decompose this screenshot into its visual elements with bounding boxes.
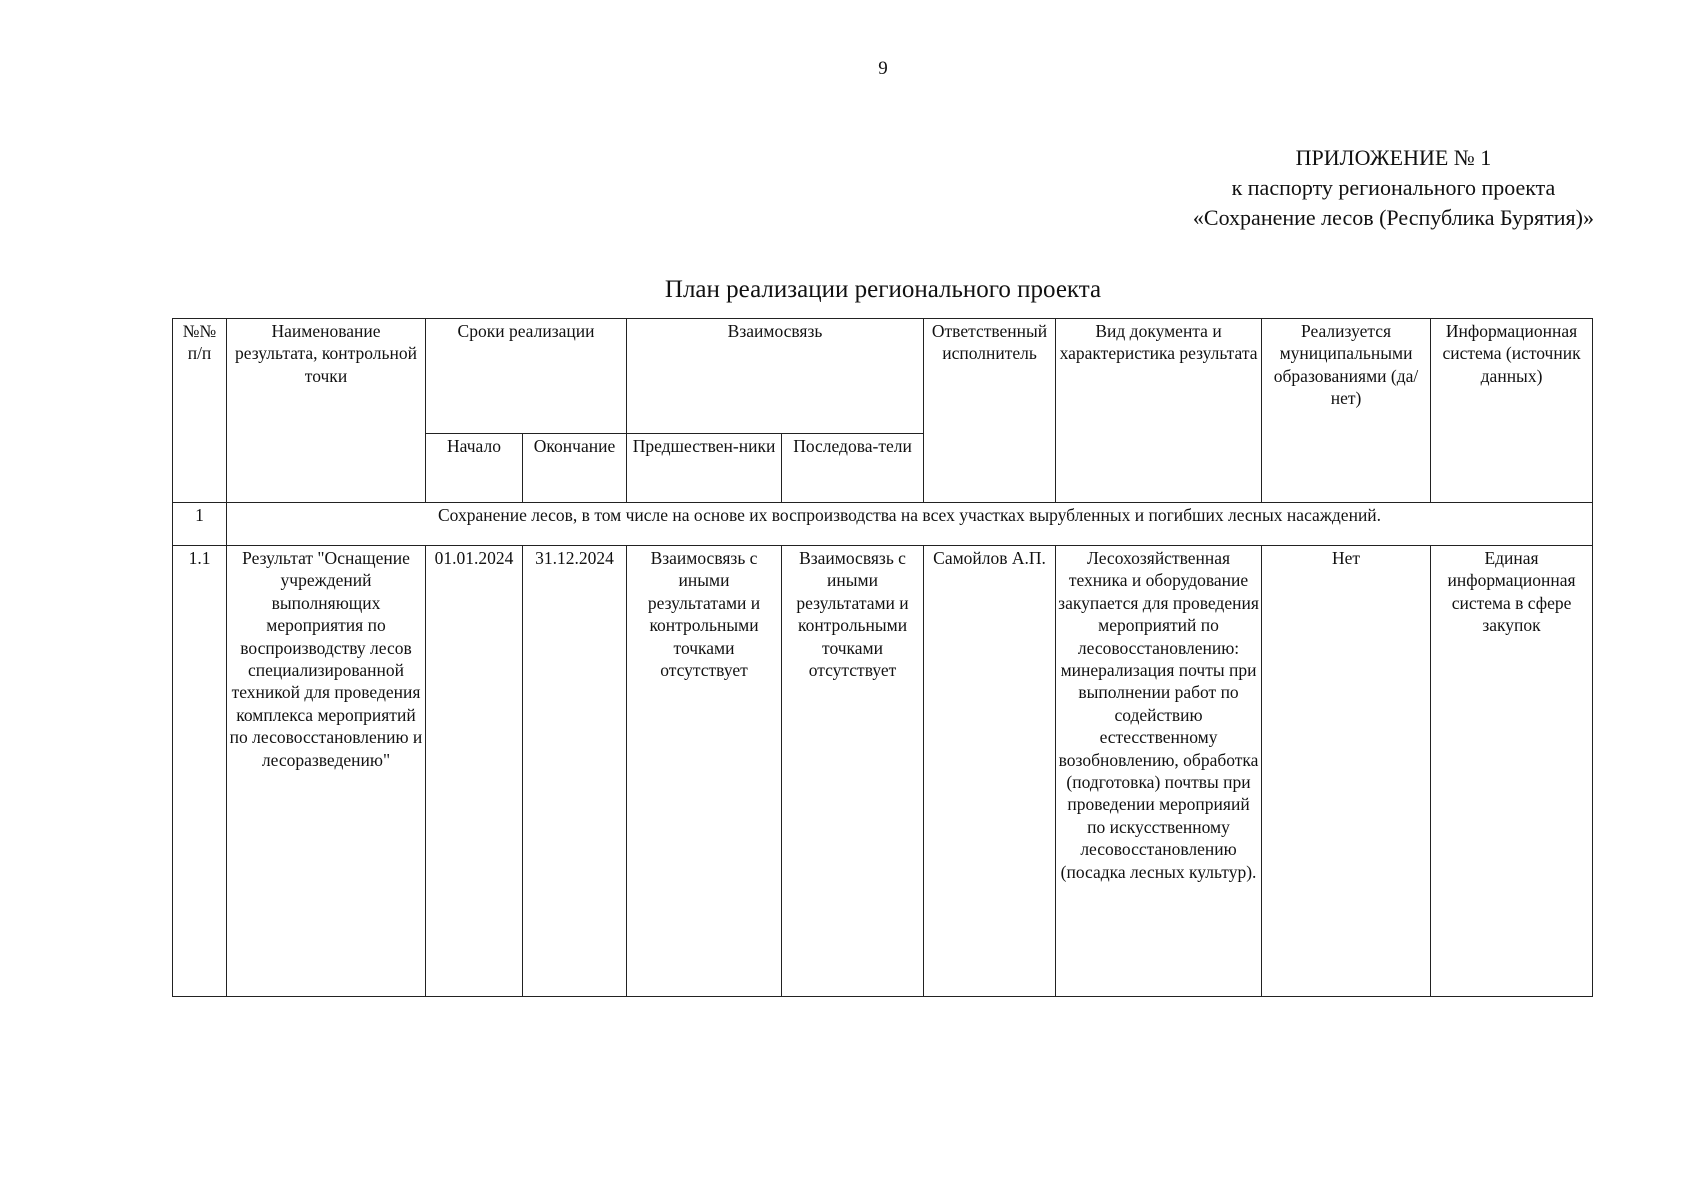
document-title: План реализации регионального проекта xyxy=(664,276,1102,303)
appendix-line-1: ПРИЛОЖЕНИЕ № 1 xyxy=(1295,145,1492,170)
row-info-system: Единая информационная система в сфере закупок xyxy=(1431,546,1593,997)
row-predecessors: Взаимосвязь с иными результатами и контрольными точками отсутствует xyxy=(627,546,782,997)
row-municipal: Нет xyxy=(1262,546,1431,997)
header-start: Начало xyxy=(426,434,523,503)
row-executor: Самойлов А.П. xyxy=(924,546,1056,997)
appendix-line-2: к паспорту регионального проекта xyxy=(1231,175,1556,200)
header-successors: Последова-тели xyxy=(782,434,924,503)
row-end-date: 31.12.2024 xyxy=(523,546,627,997)
table-row xyxy=(173,546,1593,997)
appendix-header xyxy=(1193,143,1594,233)
header-row-1 xyxy=(173,319,1593,434)
header-link: Взаимосвязь xyxy=(627,319,924,434)
row-doc-type: Лесохозяйственная техника и оборудование закупается для проведения мероприятий по лесовосстановлению: минерализация почты при выполнении работ по содействию естесственному возобновлению, обработка (подготовка) почтвы при проведении мероприяий по искусственному лесовосстановлению (посадка лесных культур). xyxy=(1056,546,1262,997)
header-doc-type: Вид документа и характеристика результата xyxy=(1056,319,1262,503)
section-text: Сохранение лесов, в том числе на основе их воспроизводства на всех участках вырубленных и погибших лесных насаждений. xyxy=(227,503,1593,546)
section-num: 1 xyxy=(173,503,227,546)
implementation-plan-table xyxy=(172,318,1593,997)
row-num: 1.1 xyxy=(173,546,227,997)
row-start-date: 01.01.2024 xyxy=(426,546,523,997)
header-municipal: Реализуется муниципальными образованиями (да/нет) xyxy=(1262,319,1431,503)
appendix-line-3: «Сохранение лесов (Республика Бурятия)» xyxy=(1192,205,1594,230)
header-info-system: Информационная система (источник данных) xyxy=(1431,319,1593,503)
header-num: №№ п/п xyxy=(173,319,227,503)
header-terms: Сроки реализации xyxy=(426,319,627,434)
page-number: 9 xyxy=(878,58,888,79)
section-row xyxy=(173,503,1593,546)
header-predecessors: Предшествен-ники xyxy=(627,434,782,503)
row-name: Результат "Оснащение учреждений выполняющих мероприятия по воспроизводству лесов специализированной техникой для проведения комплекса мероприятий по лесовосстановлению и лесоразведению" xyxy=(227,546,426,997)
header-end: Окончание xyxy=(523,434,627,503)
header-name: Наименование результата, контрольной точки xyxy=(227,319,426,503)
row-successors: Взаимосвязь с иными результатами и контрольными точками отсутствует xyxy=(782,546,924,997)
header-executor: Ответственный исполнитель xyxy=(924,319,1056,503)
